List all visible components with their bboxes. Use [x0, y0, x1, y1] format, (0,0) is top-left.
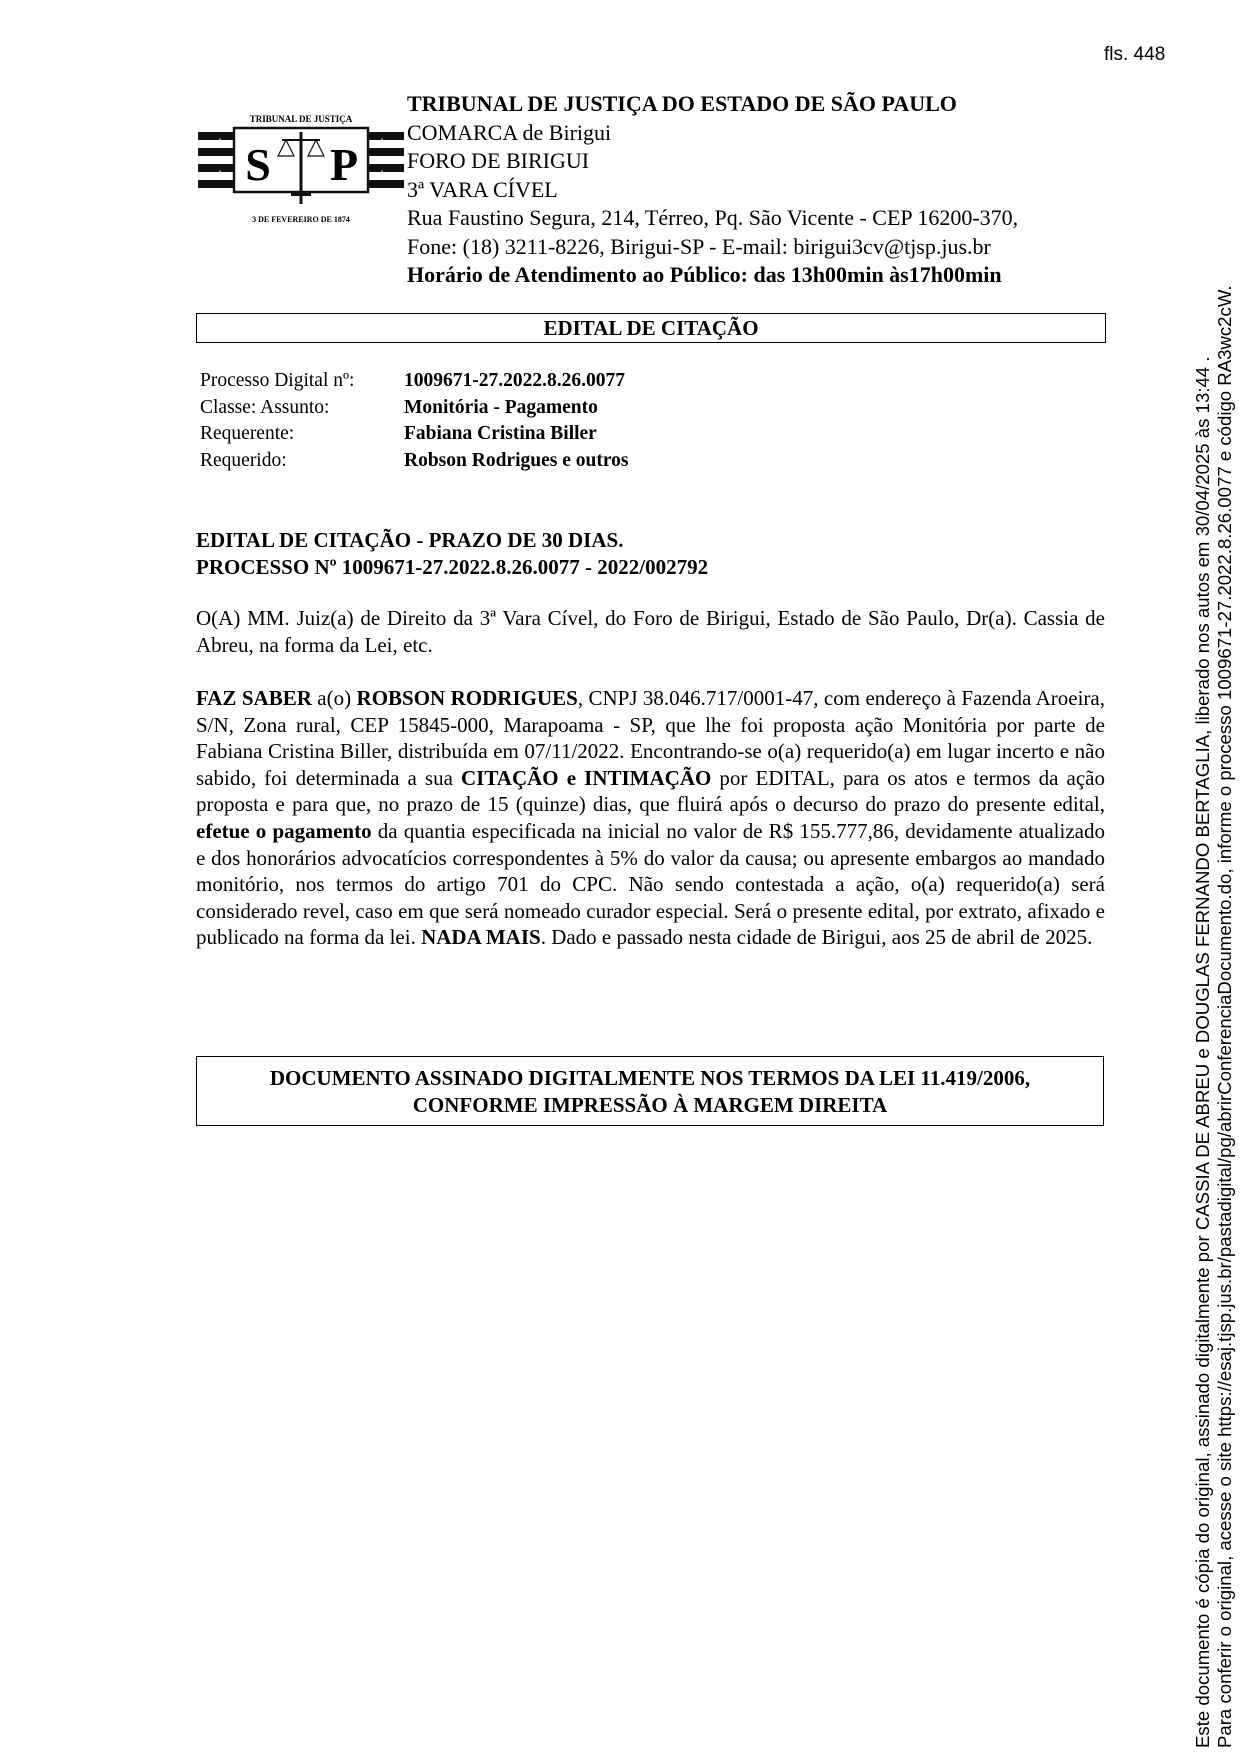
case-info-label: Classe: Assunto: [200, 396, 330, 418]
svg-text:★: ★ [377, 169, 387, 180]
vara: 3ª VARA CÍVEL [407, 176, 558, 202]
case-info-row [200, 368, 628, 395]
svg-text:★: ★ [215, 169, 225, 180]
subtitle-line-1: EDITAL DE CITAÇÃO - PRAZO DE 30 DIAS. [196, 528, 624, 552]
intro-paragraph: O(A) MM. Juiz(a) de Direito da 3ª Vara Cível, do Foro de Birigui, Estado de São Paulo, Dr(a). Cassia de Abreu, na forma da Lei, etc. [196, 606, 1105, 657]
court-header [407, 90, 1018, 290]
faz-saber: FAZ SABER [196, 686, 312, 710]
comarca: COMARCA de Birigui [407, 119, 612, 145]
court-hours: Horário de Atendimento ao Público: das 13h00min às17h00min [407, 262, 1002, 287]
case-info-label: Requerente: [200, 423, 295, 444]
case-info-value: 1009671-27.2022.8.26.0077 [404, 370, 625, 391]
body-paragraph [196, 685, 1105, 951]
digital-signature-notice [196, 1056, 1104, 1126]
case-info-label: Requerido: [200, 449, 287, 471]
body-text-2: , CNPJ 38.046.717/0001-47, com endereço à Fazenda Aroeira, S/N, Zona rural, CEP 15845-000, Marapoama - SP, que lhe foi proposta ação Monitória por parte de Fabiana Cristina Biller, distribuída em 07/11/2022. Encontrando-se o(a) requerido(a) em lugar incerto e não sabido, foi determinada a sua [196, 686, 1105, 790]
logo-letter-s: S [245, 139, 271, 190]
margin-verification-note [1192, 268, 1236, 1748]
signature-line-2: CONFORME IMPRESSÃO À MARGEM DIREITA [412, 1093, 888, 1117]
court-seal-logo [198, 108, 404, 228]
court-title: TRIBUNAL DE JUSTIÇA DO ESTADO DE SÃO PAULO [407, 91, 957, 116]
case-info-value: Monitória - Pagamento [404, 396, 598, 418]
case-info-row [200, 448, 628, 475]
logo-bottom-text: 3 DE FEVEREIRO DE 1874 [252, 215, 350, 224]
citacao-intimacao: CITAÇÃO e INTIMAÇÃO [461, 765, 712, 790]
body-text-3: por EDITAL, para os atos e termos da ação proposta e para que, no prazo de 15 (quinze) dias, que fluirá após o decurso do prazo do presente edital, [196, 765, 1106, 817]
body-text-4: da quantia especificada na inicial no valor de R$ 155.777,86, devidamente atualizado e dos honorários advocatícios correspondentes à 5% do valor da causa; ou apresente embargos ao mandado monitório, nos termos do artigo 701 do CPC. Não sendo contestada a ação, o(a) requerido(a) será considerado revel, caso em que será nomeado curador especial. Será o presente edital, por extrato, afixado e publicado na forma da lei. [196, 818, 1105, 950]
page-number: fls. 448 [1104, 44, 1166, 65]
logo-top-text: TRIBUNAL DE JUSTIÇA [249, 114, 353, 124]
case-info-label: Processo Digital nº: [200, 370, 355, 391]
body-text-1: a(o) [311, 686, 357, 710]
logo-letter-p: P [329, 139, 359, 190]
case-info-value: Robson Rodrigues e outros [404, 449, 629, 471]
nada-mais: NADA MAIS [421, 925, 541, 950]
defendant-name: ROBSON RODRIGUES [356, 686, 578, 710]
court-address: Rua Faustino Segura, 214, Térreo, Pq. São Vicente - CEP 16200-370, [407, 205, 1019, 230]
svg-text:★: ★ [377, 137, 387, 148]
margin-line-1: Este documento é cópia do original, assinado digitalmente por CASSIA DE ABREU e DOUGLAS FERNANDO BERTAGLIA, liberado nos autos em 30/04/2025 às 13:44 . [1192, 356, 1213, 1748]
subtitle-line-2: PROCESSO Nº 1009671-27.2022.8.26.0077 - 2022/002792 [196, 555, 709, 579]
foro: FORO DE BIRIGUI [407, 148, 590, 173]
court-contact: Fone: (18) 3211-8226, Birigui-SP - E-mail: birigui3cv@tjsp.jus.br [407, 233, 991, 259]
body-text-5: . Dado e passado nesta cidade de Birigui, aos 25 de abril de 2025. [540, 925, 1093, 950]
case-info-row [200, 395, 628, 422]
svg-text:★: ★ [215, 137, 225, 148]
case-info [200, 368, 628, 474]
document-title: EDITAL DE CITAÇÃO [196, 313, 1106, 343]
margin-line-2: Para conferir o original, acesse o site https://esaj.tjsp.jus.br/pastadigital/pg/abrirConferenciaDocumento.do, informe o processo 1009671-27.2022.8.26.0077 e código RA3wc2cW. [1214, 285, 1235, 1748]
edital-subtitle [196, 527, 708, 581]
case-info-value: Fabiana Cristina Biller [404, 423, 597, 444]
case-info-row [200, 421, 628, 448]
signature-line-1: DOCUMENTO ASSINADO DIGITALMENTE NOS TERMOS DA LEI 11.419/2006, [269, 1066, 1031, 1090]
efetue-pagamento: efetue o pagamento [196, 818, 372, 843]
